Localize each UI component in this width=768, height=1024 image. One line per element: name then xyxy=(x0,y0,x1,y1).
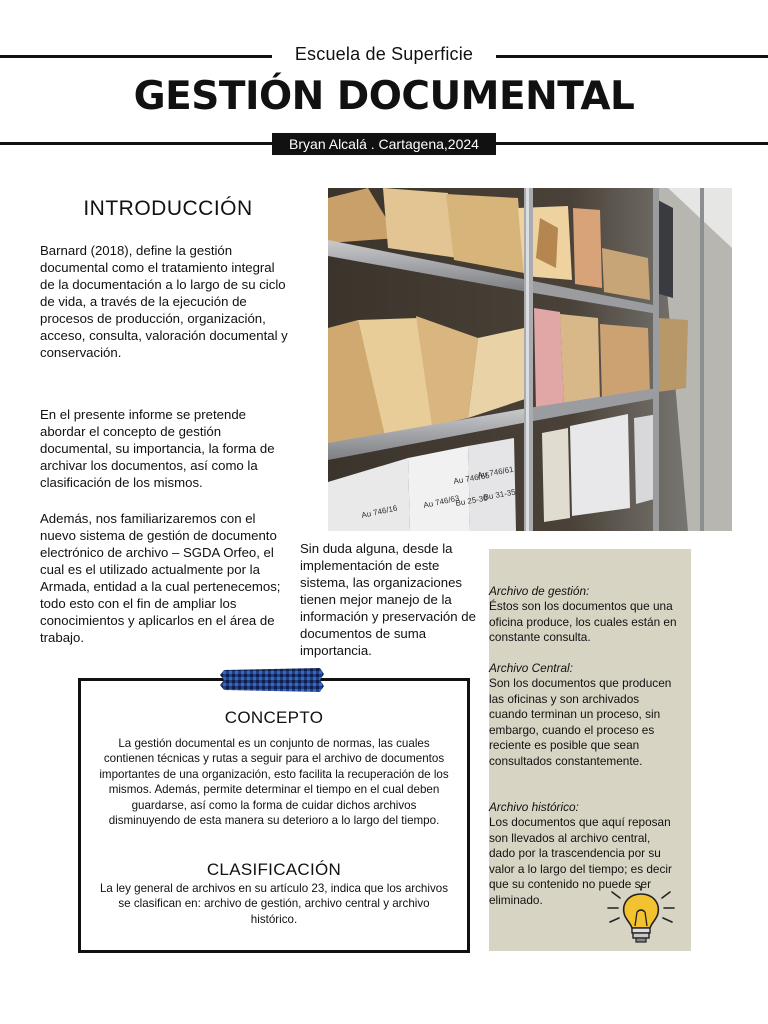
archive-type-text: Son los documentos que producen las oficinas y son archivados cuando terminan un proceso, sin embargo, cuando el proceso es reciente es posible que sean consultados constantemente. xyxy=(489,676,672,768)
classification-heading: CLASIFICACIÓN xyxy=(206,860,342,879)
archive-type-heading: Archivo Central: xyxy=(489,660,573,675)
archive-type-text: Los documentos que aquí reposan son llevados al archivo central, dado por la trascendencia por su valor a lo largo del tiempo; es decir que su contenido no puede ser eliminado. xyxy=(489,815,672,907)
title-rule-left xyxy=(0,142,272,145)
archive-shelves-photo xyxy=(328,188,732,531)
intro-paragraph-3: Además, nos familiarizaremos con el nuevo sistema de gestión de documento electrónico de archivo – SGDA Orfeo, el cual es el utilizado actualmente por la Armada, entidad a la cual pertenecemos; todo esto con el fin de ampliar los conocimientos y aplicarlos en el área de trabajo. xyxy=(40,511,281,645)
page-title: GESTIÓN DOCUMENTAL xyxy=(133,74,635,119)
introduction-heading: INTRODUCCIÓN xyxy=(83,197,253,220)
archive-type-central xyxy=(489,645,679,769)
concept-heading: CONCEPTO xyxy=(224,708,324,727)
box-label-3: Au 746/65 xyxy=(452,470,491,486)
concept-box xyxy=(78,678,470,953)
intro-paragraph-4: Sin duda alguna, desde la implementación de este sistema, las organizaciones tienen mejor manejo de la información y preservación de documentos de suma importancia. xyxy=(300,541,476,658)
archive-type-text: Éstos son los documentos que una oficina produce, los cuales están en constante consulta. xyxy=(489,599,677,644)
intro-paragraph-1: Barnard (2018), define la gestión documental como el tratamiento integral de la documentación a lo largo de su ciclo de vida, a través de la ejecución de procesos de producción, organización, acceso, consulta, valoración documental y conservación. xyxy=(40,243,288,360)
author-badge: Bryan Alcalá . Cartagena,2024 xyxy=(272,133,496,155)
archive-type-heading: Archivo de gestión: xyxy=(489,583,590,598)
header-rule-right xyxy=(496,55,768,58)
archive-type-gestion xyxy=(489,568,679,646)
title-rule-right xyxy=(496,142,768,145)
box-label-2: Au 746/63 xyxy=(422,493,461,510)
washi-tape-decoration xyxy=(220,668,324,692)
box-label-1: Au 746/16 xyxy=(360,503,399,520)
concept-text: La gestión documental es un conjunto de normas, las cuales contienen técnicas y rutas a seguir para el archivo de documentos importantes de una organización, esto facilita la recuperación de los mismos. Además, permite determinar el tiempo en el cual deben guardarse, así como la forma de cuidar dichos archivos disminuyendo de esta manera su deterioro a lo largo del tiempo. xyxy=(99,737,449,828)
school-name: Escuela de Superficie xyxy=(294,44,474,64)
archive-type-heading: Archivo histórico: xyxy=(489,799,579,814)
box-label-4: Au 746/61 xyxy=(476,464,515,480)
header-rule-left xyxy=(0,55,272,58)
box-label-5: Bu 25-30 xyxy=(454,493,489,508)
box-label-6: Bu 31-35 xyxy=(482,487,517,502)
intro-paragraph-2: En el presente informe se pretende abordar el concepto de gestión documental, su importancia, la forma de archivar los documentos, así como la clasificación de los mismos. xyxy=(40,407,275,490)
lightbulb-icon xyxy=(604,886,678,948)
classification-text: La ley general de archivos en su artículo 23, indica que los archivos se clasifican en: archivo de gestión, archivo central y archivo histórico. xyxy=(99,882,449,926)
